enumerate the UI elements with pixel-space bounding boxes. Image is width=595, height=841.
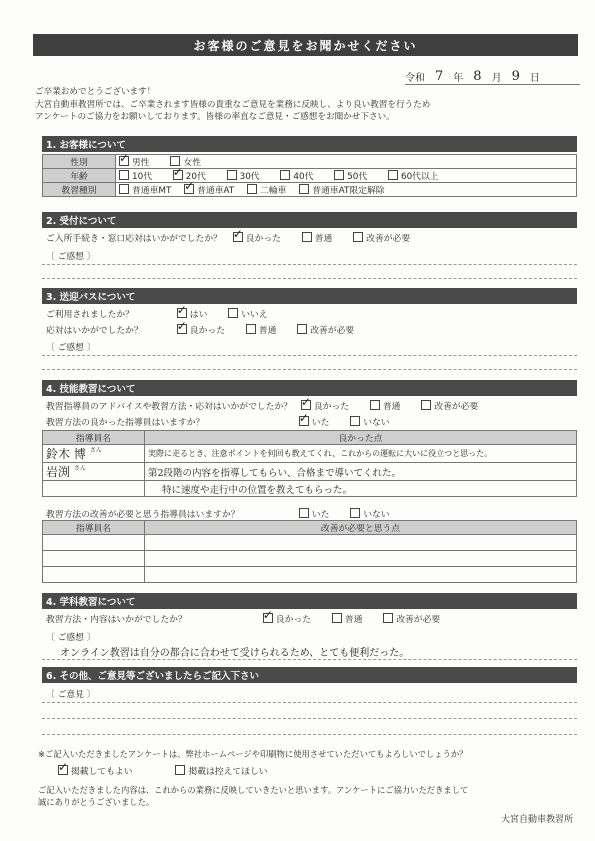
section-3-header: 3. 送迎バスについて (42, 288, 577, 304)
age-50s-checkbox[interactable] (334, 170, 344, 180)
bus-use-question: ご利用されましたか？ (46, 310, 134, 320)
bus-use-row (46, 307, 286, 320)
reception-comment-line[interactable] (42, 264, 577, 265)
bad-instructor-name-cell[interactable] (43, 535, 145, 551)
instruction-improve-label: 改善が必要 (434, 402, 479, 412)
consent-yes-checkbox[interactable] (58, 765, 68, 775)
bad-instructor-no-label: いない (363, 510, 390, 520)
good-point-cell[interactable] (145, 481, 577, 497)
gender-male-checkbox[interactable] (119, 156, 129, 166)
date-day[interactable]: 9 (511, 69, 520, 84)
type-motorcycle-checkbox[interactable] (247, 184, 257, 194)
age-50s-label: 50代 (347, 172, 368, 182)
bad-instructor-name-cell[interactable] (43, 551, 145, 567)
lecture-comment-label: 〔 ご感想 〕 (46, 633, 96, 643)
other-comment-line[interactable] (42, 702, 577, 703)
age-60s-label: 60代以上 (400, 172, 439, 182)
age-20s-label: 20代 (185, 172, 206, 182)
age-label: 年齢 (43, 169, 116, 183)
other-comment-line[interactable] (42, 734, 577, 735)
date-year[interactable]: 7 (435, 69, 444, 84)
age-60s-checkbox[interactable] (388, 170, 398, 180)
good-instructor-name: 岩渕 (46, 465, 71, 479)
bus-comment-line[interactable] (42, 355, 577, 356)
thanks-message (38, 784, 468, 808)
bad-instructor-name-header: 指導員名 (43, 521, 145, 535)
good-point-cell[interactable] (145, 445, 577, 463)
course-type-options (116, 183, 577, 197)
lecture-comment-line[interactable] (42, 659, 577, 660)
good-point-text: 実際に走るとき、注意ポイントを何回も教えてくれ、これからの運転に大いに役立つと思った。 (148, 449, 493, 458)
type-at-release-checkbox[interactable] (299, 184, 309, 194)
bus-use-yes-label: はい (189, 310, 208, 320)
good-instructor-name-header: 指導員名 (43, 431, 145, 445)
reception-good-checkbox[interactable] (233, 232, 243, 242)
good-instructor-row (46, 415, 408, 428)
good-instructor-table (42, 430, 577, 497)
good-point-cell[interactable] (145, 463, 577, 481)
section-2-header: 2. 受付について (42, 212, 577, 228)
age-40s-label: 40代 (293, 172, 314, 182)
section-4-header: 4. 技能教習について (42, 380, 577, 396)
bus-comment-label: 〔 ご感想 〕 (46, 343, 96, 353)
bad-instructor-question: 教習方法の改善が必要と思う指導員はいますか？ (46, 510, 240, 520)
lecture-improve-label: 改善が必要 (396, 615, 441, 625)
instruction-good-checkbox[interactable] (301, 400, 311, 410)
good-point-text: 第2段階の内容を指導してもらい、合格まで導いてくれた。 (148, 467, 402, 479)
form-title: お客様のご意見をお聞かせください (33, 34, 578, 56)
good-instructor-name: 鈴木 博 (46, 447, 86, 461)
lecture-comment-text: オンライン教習は自分の都合に合わせて受けられるため、とても便利だった。 (60, 648, 410, 659)
bus-service-improve-label: 改善が必要 (310, 326, 355, 336)
bad-instructor-name-cell[interactable] (43, 567, 145, 583)
type-mt-checkbox[interactable] (119, 184, 129, 194)
date-month-unit: 月 (491, 73, 502, 84)
gender-options (116, 155, 577, 169)
lecture-question: 教習方法・内容はいかがでしたか？ (46, 615, 187, 625)
instruction-quality-row (46, 399, 478, 412)
reception-question-row (46, 231, 428, 244)
greeting-line: 大宮自動車教習所では、ご卒業されます皆様の貴重なご意見を業務に反映し、より良い教習を行うため (35, 99, 431, 110)
thanks-line: ご記入いただきました内容は、これからの業務に反映していきたいと思います。アンケートにご協力いただきまして (38, 785, 469, 795)
bus-service-row (46, 323, 372, 336)
date-year-unit: 年 (453, 73, 464, 84)
gender-male-label: 男性 (132, 158, 150, 168)
lecture-question-row (46, 612, 458, 625)
reception-question: ご入所手続き・窓口応対はいかがでしたか？ (46, 234, 222, 244)
reception-comment-label: 〔 ご感想 〕 (46, 252, 96, 262)
consent-yes-label: 掲載してもよい (71, 767, 133, 777)
thanks-line: 誠にありがとうございました。 (38, 797, 155, 807)
age-10s-checkbox[interactable] (119, 170, 129, 180)
age-10s-label: 10代 (132, 172, 152, 182)
section-1-header: 1. お客様について (42, 136, 577, 152)
bus-service-good-checkbox[interactable] (177, 324, 187, 334)
bus-use-no-label: いいえ (241, 310, 268, 320)
lecture-normal-label: 普通 (344, 615, 363, 625)
consent-no-checkbox[interactable] (175, 765, 185, 775)
good-instructor-name-cell[interactable] (43, 481, 145, 497)
good-instructor-no-checkbox[interactable] (350, 416, 360, 426)
consent-question: ※ご記入いただきましたアンケートは、弊社ホームページや印刷物に使用させていただいてもよろしいでしょうか？ (38, 749, 468, 759)
greeting (35, 86, 575, 124)
lecture-improve-checkbox[interactable] (383, 613, 393, 623)
gender-female-label: 女性 (183, 158, 202, 168)
good-point-text: 特に速度や走行中の位置を教えてもらった。 (162, 484, 353, 496)
bad-instructor-no-checkbox[interactable] (350, 508, 360, 518)
type-at-label: 普通車AT (197, 186, 235, 196)
type-at-checkbox[interactable] (184, 184, 194, 194)
bad-instructor-yes-label: いた (311, 510, 330, 520)
bus-service-question: 応対はいかがでしたか？ (46, 326, 143, 336)
course-type-label: 教習種別 (43, 183, 116, 197)
good-instructor-name-cell[interactable] (43, 463, 145, 481)
type-motorcycle-label: 二輪車 (260, 186, 287, 196)
instruction-improve-checkbox[interactable] (421, 400, 431, 410)
date-month[interactable]: 8 (473, 69, 482, 84)
age-40s-checkbox[interactable] (280, 170, 290, 180)
bad-instructor-table (42, 520, 577, 583)
improvement-point-cell[interactable] (145, 551, 577, 567)
other-comment-line[interactable] (42, 718, 577, 719)
improvement-point-cell[interactable] (145, 567, 577, 583)
lecture-normal-checkbox[interactable] (332, 613, 342, 623)
customer-info-table (42, 154, 577, 197)
instruction-good-label: 良かった (313, 402, 350, 412)
reception-good-label: 良かった (245, 234, 281, 244)
san-suffix: さん (89, 447, 102, 454)
san-suffix: さん (74, 465, 87, 472)
lecture-good-checkbox[interactable] (263, 613, 273, 623)
type-mt-label: 普通車MT (132, 186, 172, 196)
greeting-line: アンケートのご協力をお願いしております。皆様の率直なご意見・ご感想をお聞かせ下さい。 (35, 112, 395, 122)
date-era: 令和 (405, 73, 425, 84)
bus-service-normal-checkbox[interactable] (246, 324, 256, 334)
bus-service-normal-label: 普通 (258, 326, 277, 336)
good-instructor-yes-checkbox[interactable] (299, 416, 309, 426)
section-6-header: 6. その他、ご意見等ございましたらご記入下さい (42, 667, 577, 683)
other-comment-label: 〔 ご意見 〕 (46, 690, 96, 700)
good-instructor-yes-label: いた (311, 418, 330, 428)
instruction-normal-checkbox[interactable] (370, 400, 380, 410)
greeting-line: ご卒業おめでとうございます！ (35, 87, 156, 97)
improvement-points-header: 改善が必要と思う点 (145, 521, 577, 535)
consent-no-label: 掲載は控えてほしい (188, 767, 268, 777)
consent-row (58, 764, 286, 777)
reception-normal-label: 普通 (314, 234, 333, 244)
good-instructor-question: 教習方法の良かった指導員はいますか？ (46, 418, 205, 428)
improvement-point-cell[interactable] (145, 535, 577, 551)
reception-improve-label: 改善が必要 (366, 234, 411, 244)
date-day-unit: 日 (529, 73, 540, 84)
bus-service-improve-checkbox[interactable] (297, 324, 307, 334)
bus-service-good-label: 良かった (189, 326, 225, 336)
reception-normal-checkbox[interactable] (302, 232, 312, 242)
age-30s-checkbox[interactable] (227, 170, 237, 180)
date-line (405, 66, 580, 85)
bad-instructor-yes-checkbox[interactable] (299, 508, 309, 518)
bus-use-no-checkbox[interactable] (228, 308, 238, 318)
type-at-release-label: 普通車AT限定解除 (312, 186, 385, 196)
reception-comment-line[interactable] (42, 278, 577, 279)
good-instructor-name-cell[interactable] (43, 445, 145, 463)
bus-use-yes-checkbox[interactable] (177, 308, 187, 318)
gender-label: 性別 (43, 155, 116, 169)
school-name: 大宮自動車教習所 (500, 815, 573, 825)
bus-comment-line[interactable] (42, 369, 577, 370)
age-30s-label: 30代 (239, 172, 260, 182)
good-instructor-no-label: いない (363, 418, 390, 428)
instruction-quality-question: 教習指導員のアドバイスや教習方法・応対はいかがでしたか？ (46, 402, 293, 412)
age-20s-checkbox[interactable] (173, 170, 183, 180)
instruction-normal-label: 普通 (382, 402, 401, 412)
bad-instructor-row (46, 507, 408, 520)
reception-improve-checkbox[interactable] (353, 232, 363, 242)
lecture-good-label: 良かった (275, 615, 311, 625)
section-5-header: 4. 学科教習について (42, 593, 577, 609)
good-points-header: 良かった点 (145, 431, 577, 445)
